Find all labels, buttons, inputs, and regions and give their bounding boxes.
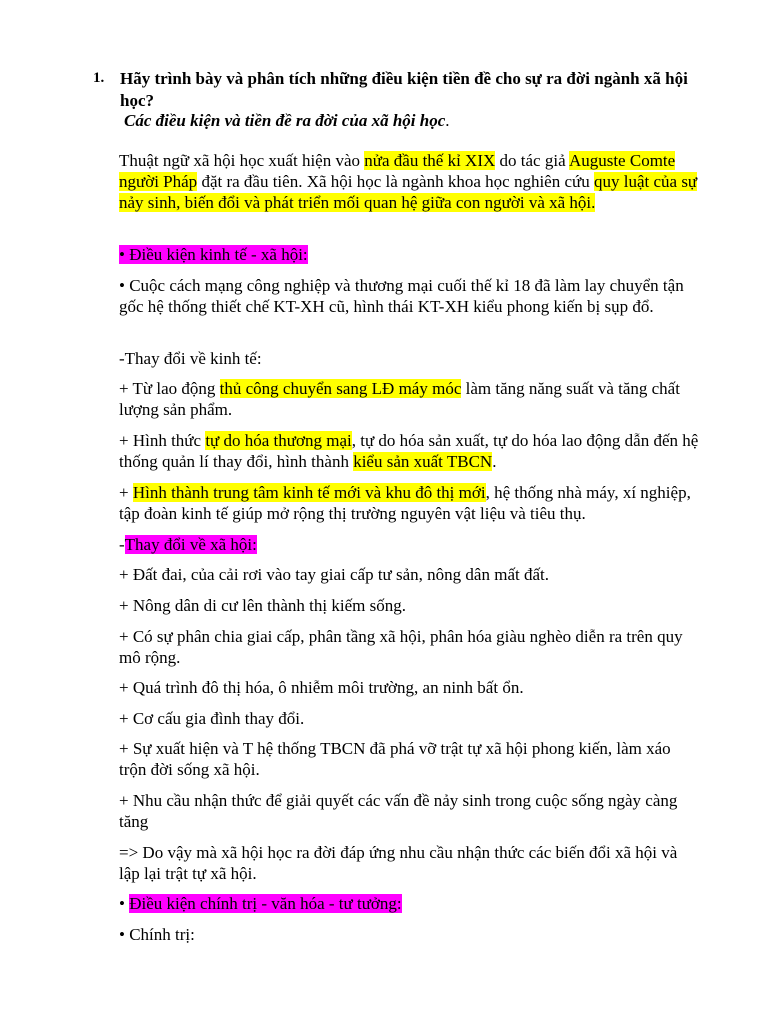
paragraph-class-division: + Có sự phân chia giai cấp, phân tầng xã hội, phân hóa giàu nghèo diễn ra trên quy mô rộng. <box>119 627 683 667</box>
paragraph-urbanization: + Quá trình đô thị hóa, ô nhiễm môi trường, an ninh bất ổn. <box>119 678 524 697</box>
paragraph-migration: + Nông dân di cư lên thành thị kiếm sống. <box>119 596 406 615</box>
highlight-yellow: thủ công chuyển sang LĐ máy móc <box>219 379 462 398</box>
intro-paragraph: Thuật ngữ xã hội học xuất hiện vào nửa đầu thế kỉ XIX do tác giả Auguste Comte người Pháp đặt ra đầu tiên. Xã hội học là ngành khoa học nghiên cứu quy luật của sự nảy sinh, biến đổi và phát triển mối quan hệ giữa con người và xã hội. <box>119 151 698 212</box>
heading-social-change: -Thay đổi về xã hội: <box>119 535 257 554</box>
paragraph-conclusion: => Do vậy mà xã hội học ra đời đáp ứng nhu cầu nhận thức các biến đổi xã hội và lập lại trật tự xã hội. <box>119 843 678 883</box>
highlight-yellow: Auguste Comte người Pháp <box>119 151 676 191</box>
question-number: 1. <box>93 70 105 86</box>
paragraph-trade: + Hình thức tự do hóa thương mại, tự do hóa sản xuất, tự do hóa lao động dẫn đến hệ thống quản lí thay đổi, hình thành kiểu sản xuất TBCN. <box>119 431 699 471</box>
highlight-yellow: nửa đầu thế kỉ XIX <box>364 151 496 170</box>
question-text: Hãy trình bày và phân tích những điều kiện tiền đề cho sự ra đời ngành xã hội học? <box>120 69 688 110</box>
section-subtitle: Các điều kiện và tiền đề ra đời của xã hội học. <box>124 111 450 130</box>
highlight-magenta: Điều kiện chính trị - văn hóa - tư tưởng: <box>129 894 402 913</box>
paragraph-labor: + Từ lao động thủ công chuyển sang LĐ máy móc làm tăng năng suất và tăng chất lượng sản phẩm. <box>119 379 680 419</box>
highlight-magenta: • Điều kiện kinh tế - xã hội: <box>119 245 308 264</box>
heading-political-cultural: • Điều kiện chính trị - văn hóa - tư tưởng: <box>119 894 402 913</box>
highlight-yellow: tự do hóa thương mại <box>205 431 352 450</box>
paragraph-centers: + Hình thành trung tâm kinh tế mới và khu đô thị mới, hệ thống nhà máy, xí nghiệp, tập đoàn kinh tế giúp mở rộng thị trường nguyên vật liệu và tiêu thụ. <box>119 483 691 523</box>
paragraph-revolution: • Cuộc cách mạng công nghiệp và thương mại cuối thế kỉ 18 đã làm lay chuyển tận gốc hệ thống thiết chế KT-XH cũ, hình thái KT-XH kiểu phong kiến bị sụp đổ. <box>119 276 684 316</box>
highlight-yellow: kiểu sản xuất TBCN <box>353 452 493 471</box>
paragraph-tbcn: + Sự xuất hiện và T hệ thống TBCN đã phá vỡ trật tự xã hội phong kiến, làm xáo trộn đời sống xã hội. <box>119 739 671 779</box>
heading-economic-social <box>119 244 699 265</box>
paragraph-need: + Nhu cầu nhận thức để giải quyết các vấn đề nảy sinh trong cuộc sống ngày càng tăng <box>119 791 678 831</box>
paragraph-political: • Chính trị: <box>119 925 195 944</box>
paragraph-economic-change: -Thay đổi về kinh tế: <box>119 349 262 368</box>
paragraph-family: + Cơ cấu gia đình thay đổi. <box>119 709 305 728</box>
paragraph-land: + Đất đai, của cải rơi vào tay giai cấp tư sản, nông dân mất đất. <box>119 565 549 584</box>
highlight-yellow: Hình thành trung tâm kinh tế mới và khu đô thị mới <box>132 483 486 502</box>
highlight-yellow: quy luật của sự nảy sinh, biến đổi và phát triển mối quan hệ giữa con người và xã hội. <box>119 172 698 212</box>
highlight-magenta: Thay đổi về xã hội: <box>124 535 257 554</box>
